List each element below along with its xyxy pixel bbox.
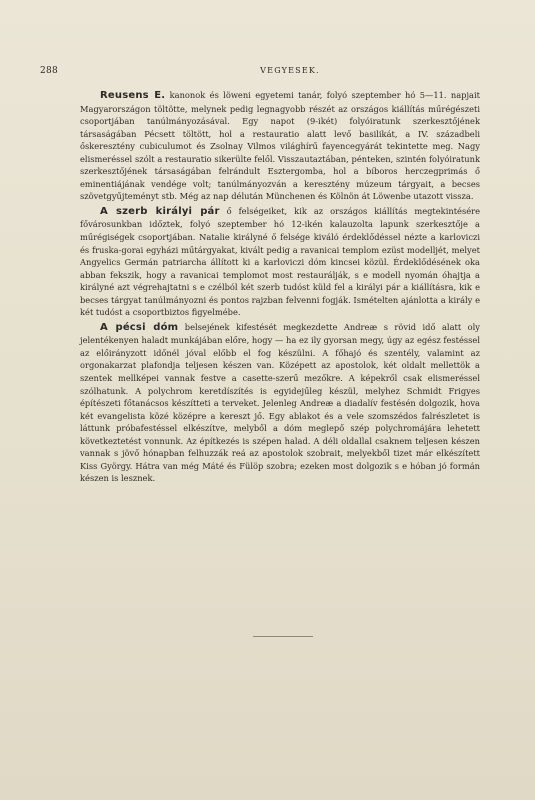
paragraph-text: ő felségeiket, kik az országos kiállítás megtekintésére fővárosunkban időztek, folyó szeptember hó 12-ikén kalauzolta lapunk szerkesztője a műrégiségek csoportjában. Natalie királyné ő felsége kiváló érdeklődéssel nézte a karloviczi és fruska-gorai egyházi műtárgyakat, kivált pedig a ravanicai templom ezüst modelljét, melyet Angyelics Germán patriarcha állított ki a karloviczi dóm kincsei közül. Érdeklődésének oka abban fekszik, hogy a ravanicai templomot most restaurálják, s e modell nyomán óhajtja a királyné azt végrehajtatni s e czélból két szerb tudóst küld fel a királyi pár a kiállításra, kik e becses tárgyat tanúlmányozni és pontos rajzban felvenni fogják. Ismételten ajánlotta a király e két tudóst a csoportbiztos figyelmébe. xyxy=(80,205,480,318)
paragraph-pecs-cathedral xyxy=(80,321,480,485)
paragraph-lead: Reusens E. xyxy=(100,90,166,101)
paragraph-text: kanonok és löweni egyetemi tanár, folyó szeptember hó 5—11. napjait Magyarországon töltötte, melynek pedig legnagyobb részét az országos kiállítás műrégészeti csoportjában tanúlmányozásával. Egy napot (9-ikét) folyóiratunk szerkesztőjének társaságában Pécsett töltött, hol a restauratio alatt levő basilikát, a IV. századbeli őskeresztény cubiculumot és Zsolnay Vilmos világhírű fayencegyárát tekintette meg. Nagy elismeréssel szólt a restauratio sikerülte felől. Visszautaztában, pénteken, szintén folyóiratunk szerkesztőjének társaságában felrándult Esztergomba, hol a bíboros herczegprimás ő eminentiájának vendége volt; tanúlmányozván a keresztény múzeum tárgyait, a becses szövetgyűjteményt stb. Még az nap délután Münchenen és Kölnön át Löwenbe utazott vissza. xyxy=(80,90,480,202)
page-header xyxy=(40,66,480,80)
paragraph-lead: A szerb királyi pár xyxy=(100,205,220,217)
article-body xyxy=(80,89,480,485)
paragraph-serbian-royal-couple xyxy=(80,205,480,319)
paragraph-reusens xyxy=(80,89,480,203)
running-head: VEGYESEK. xyxy=(260,66,320,75)
paragraph-lead: A pécsi dóm xyxy=(100,321,179,333)
page-number: 288 xyxy=(40,66,59,76)
paragraph-text: belsejének kifestését megkezdette Andreæ s rövid idő alatt oly jelentékenyen haladt munkájában előre, hogy — ha ez ily gyorsan megy, úgy az egész festéssel az előirányzott időnél jóval előbb el fog készülni. A főhajó és szentély, valamint az orgonakarzat plafondja teljesen készen van. Középett az apostolok, két oldalt mellettök a szentek mellképei vannak festve a casette-szerű mezőkre. A képekről csak elismeréssel szólhatunk. A polychrom keretdíszítés is egyidejűleg készül, melyhez Schmidt Frigyes építészeti főtanácsos készítteti a terveket. Jelenleg Andreæ a diadalív festésén dolgozik, hova két evangelista közé középre a kereszt jő. Egy ablakot és a vele szomszédos falrészletet is láttunk próbafestéssel elkészítve, melyből a dóm meglepő szép polychromájára lehetett következtetést vonnunk. Az építkezés is szépen halad. A déli oldallal csaknem teljesen készen vannak s jövő hónapban felhuzzák reá az apostolok szobrait, melyekből tizet már elkészített Kiss György. Hátra van még Máté és Fülöp szobra; ezeken most dolgozik s e hóban jó formán készen is lesznek. xyxy=(80,321,480,484)
closing-rule xyxy=(253,636,313,637)
